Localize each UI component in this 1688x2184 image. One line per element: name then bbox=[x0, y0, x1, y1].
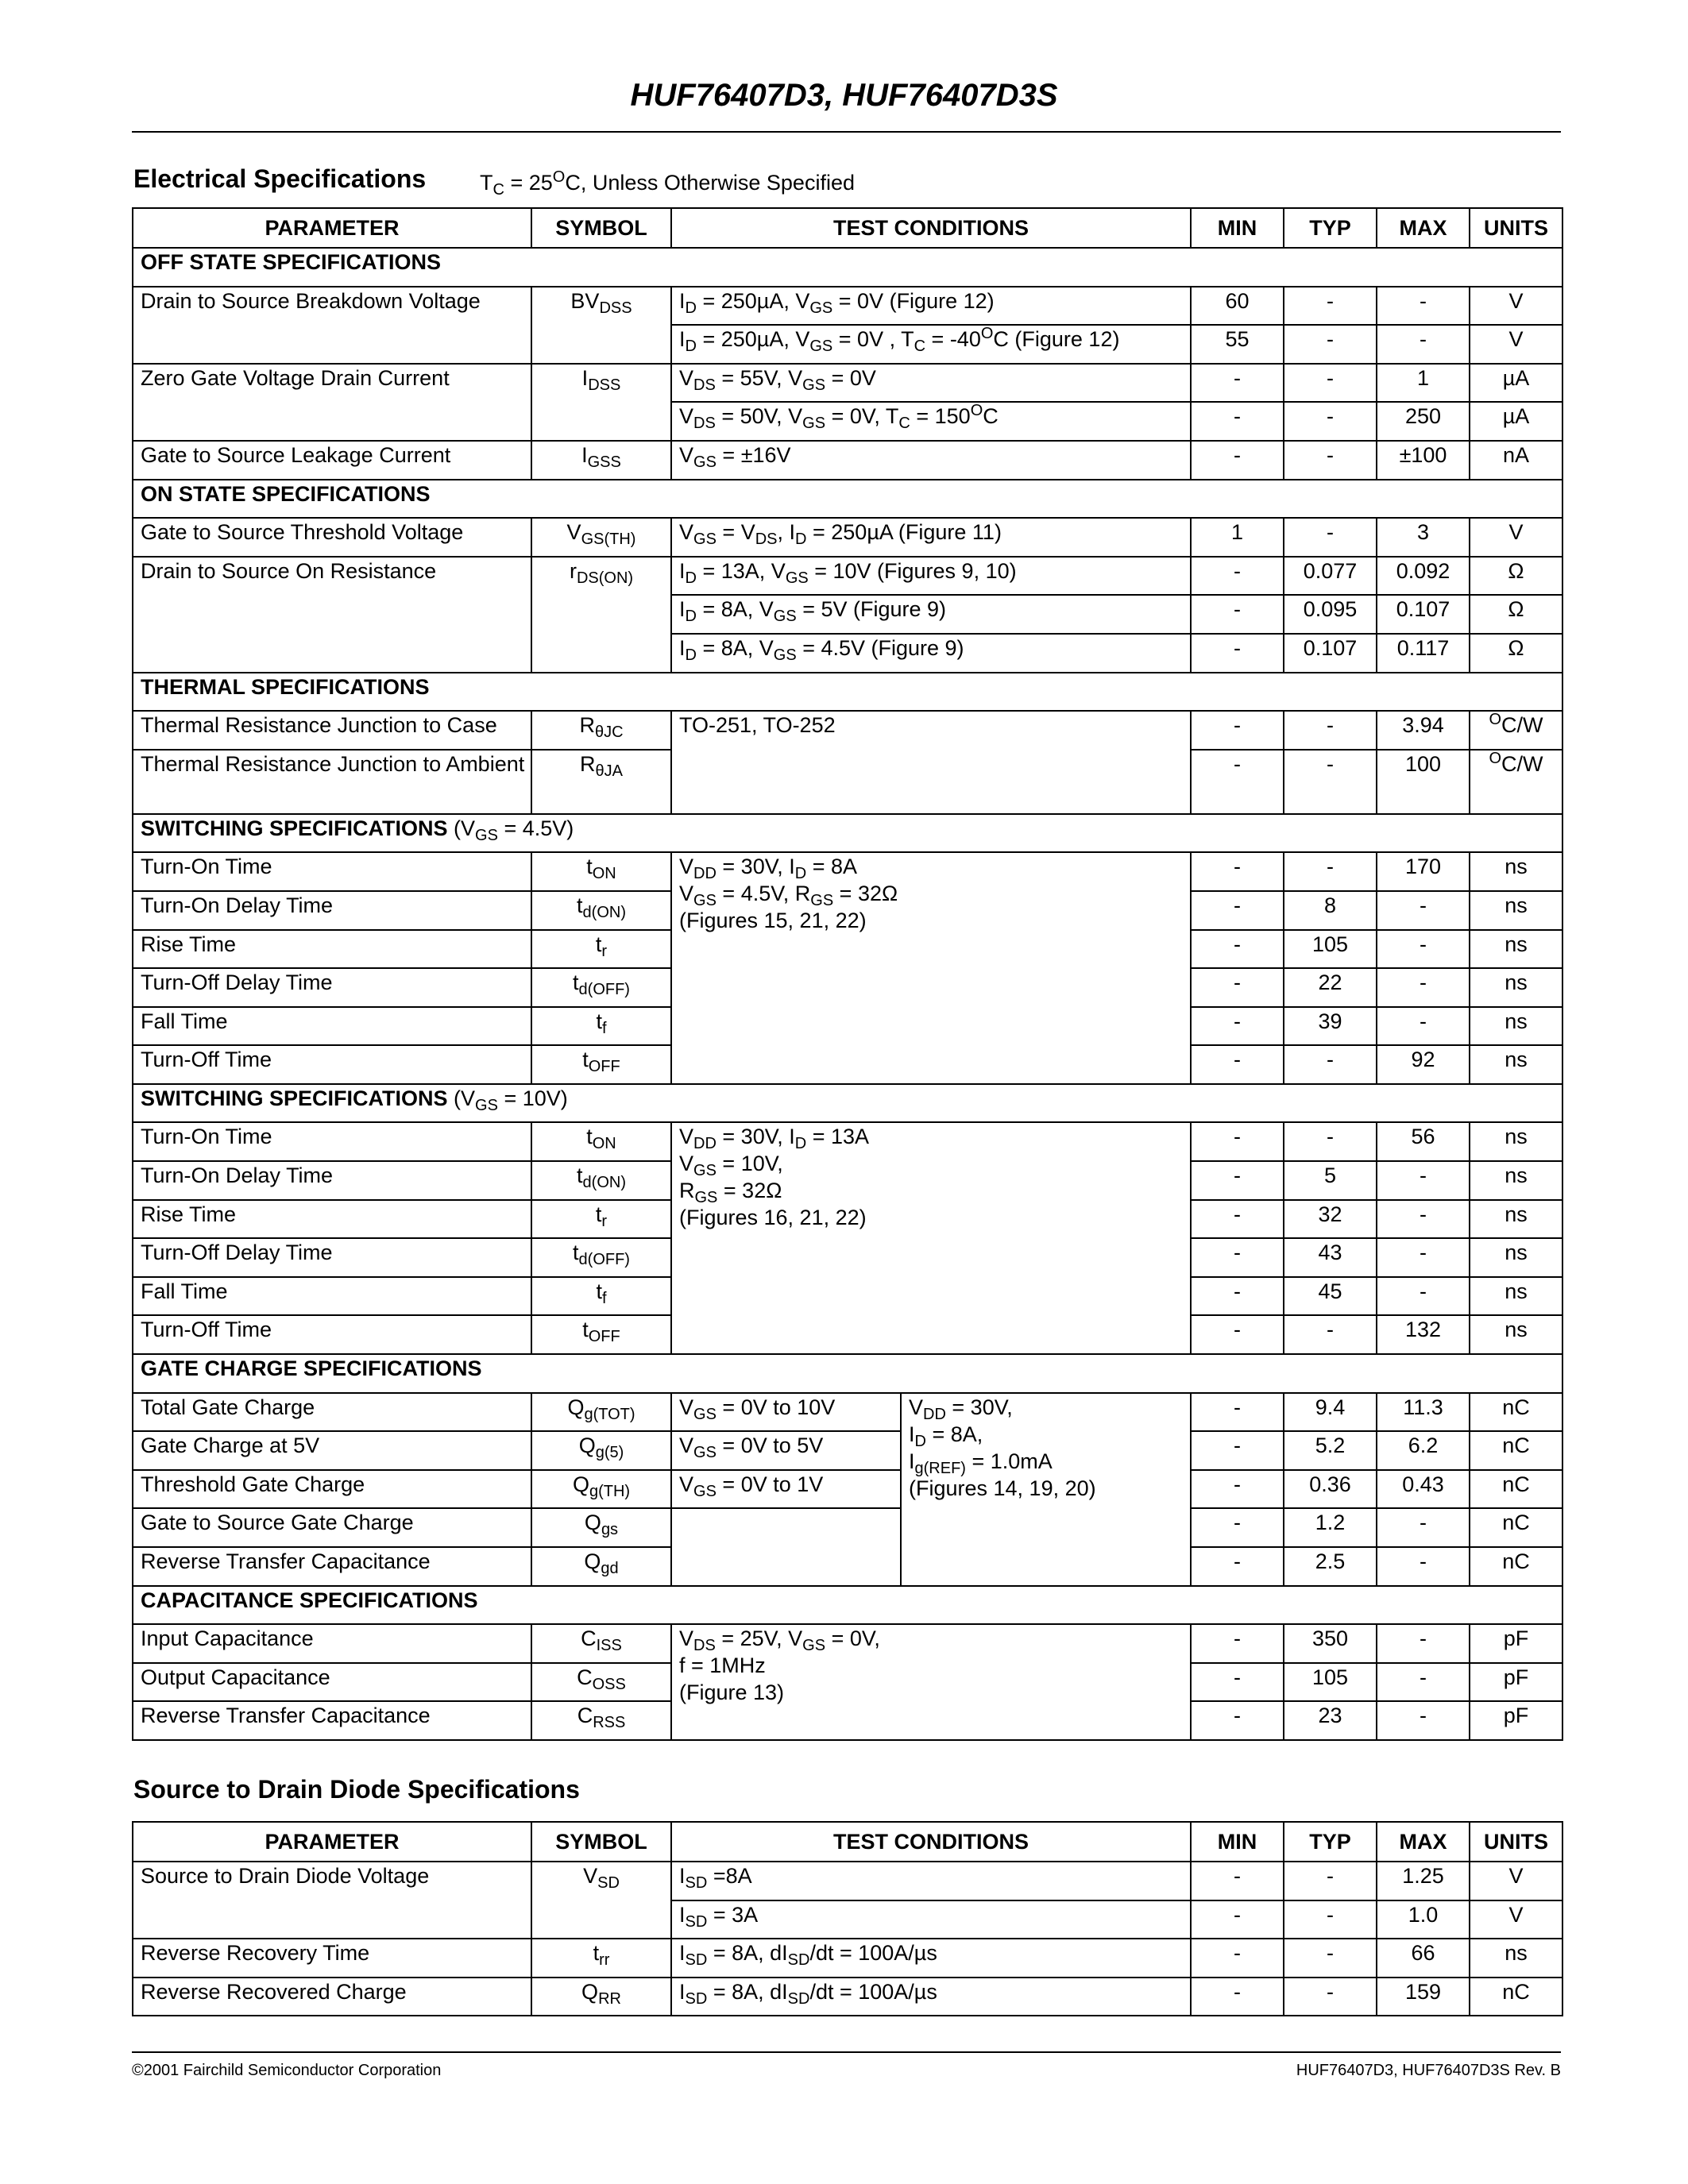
typ-cell: - bbox=[1284, 1939, 1377, 1978]
typ-cell: - bbox=[1284, 1978, 1377, 2016]
condition-cell: $V_{DD} = 30V$, $I_D = 13A$ $V_{GS} = 10V$, $R_{GS} = 32\Omega$ (Figures 16, 21, 22) bbox=[671, 1122, 1191, 1354]
condition-cell: $I_D = 250\mu A$, $V_{GS} = 0V$ (Figure 12) bbox=[671, 287, 1191, 326]
section-row bbox=[133, 248, 1562, 287]
min-cell: - bbox=[1191, 1939, 1284, 1978]
unit-cell: ns bbox=[1470, 930, 1562, 969]
symbol-cell: $t_{d(OFF)}$ bbox=[531, 968, 671, 1007]
typ-cell: 0.095 bbox=[1284, 595, 1377, 634]
unit-cell: ns bbox=[1470, 1939, 1562, 1978]
section-row bbox=[133, 480, 1562, 519]
min-cell: 1 bbox=[1191, 518, 1284, 557]
min-cell: - bbox=[1191, 1978, 1284, 2016]
min-cell: - bbox=[1191, 968, 1284, 1007]
unit-cell: ns bbox=[1470, 1161, 1562, 1200]
symbol-cell: $t_r$ bbox=[531, 1200, 671, 1239]
min-cell: - bbox=[1191, 1277, 1284, 1316]
param-cell: Turn-Off Delay Time bbox=[133, 968, 531, 1007]
typ-cell: - bbox=[1284, 1315, 1377, 1354]
max-cell: - bbox=[1377, 1007, 1470, 1046]
electrical-specs-condition: $T_C = 25^OC$, Unless Otherwise Specified bbox=[480, 168, 855, 199]
typ-cell: 1.2 bbox=[1284, 1508, 1377, 1547]
electrical-specs-table bbox=[132, 207, 1563, 1741]
table-row bbox=[133, 518, 1562, 557]
max-cell: - bbox=[1377, 1200, 1470, 1239]
header-min: MIN bbox=[1191, 1822, 1284, 1862]
section-row bbox=[133, 673, 1562, 712]
typ-cell: 45 bbox=[1284, 1277, 1377, 1316]
unit-cell: $^O$C/W bbox=[1470, 750, 1562, 814]
min-cell: - bbox=[1191, 1663, 1284, 1702]
diode-specs-table bbox=[132, 1821, 1563, 2016]
unit-cell: nC bbox=[1470, 1508, 1562, 1547]
min-cell: 60 bbox=[1191, 287, 1284, 326]
table-row bbox=[133, 852, 1562, 891]
condition-cell: $V_{DS} = 50V$, $V_{GS} = 0V$, $T_C = 150^OC$ bbox=[671, 402, 1191, 441]
unit-cell: nC bbox=[1470, 1393, 1562, 1432]
section-switching-4-5v: SWITCHING SPECIFICATIONS $(V_{GS} = 4.5V)$ bbox=[133, 814, 1562, 853]
typ-cell: - bbox=[1284, 287, 1377, 326]
condition-cell: $V_{DS} = 25V$, $V_{GS} = 0V$, f = 1MHz (Figure 13) bbox=[671, 1624, 1191, 1740]
min-cell: - bbox=[1191, 711, 1284, 750]
unit-cell: ns bbox=[1470, 1277, 1562, 1316]
param-cell: Turn-On Time bbox=[133, 852, 531, 891]
condition-cell: $V_{GS} = 0V$ to 5V bbox=[671, 1431, 901, 1470]
header-min: MIN bbox=[1191, 208, 1284, 248]
symbol-cell: $C_{ISS}$ bbox=[531, 1624, 671, 1663]
typ-cell: - bbox=[1284, 1900, 1377, 1939]
unit-cell: V bbox=[1470, 287, 1562, 326]
header-typ: TYP bbox=[1284, 1822, 1377, 1862]
symbol-cell: $Q_{gs}$ bbox=[531, 1508, 671, 1547]
max-cell: 11.3 bbox=[1377, 1393, 1470, 1432]
param-cell: Gate to Source Leakage Current bbox=[133, 441, 531, 480]
min-cell: - bbox=[1191, 1862, 1284, 1900]
max-cell: - bbox=[1377, 1624, 1470, 1663]
unit-cell: ns bbox=[1470, 1315, 1562, 1354]
param-cell: Turn-On Time bbox=[133, 1122, 531, 1161]
unit-cell: nC bbox=[1470, 1470, 1562, 1509]
max-cell: - bbox=[1377, 968, 1470, 1007]
section-row bbox=[133, 1084, 1562, 1123]
min-cell: - bbox=[1191, 402, 1284, 441]
unit-cell: µA bbox=[1470, 364, 1562, 403]
symbol-cell: $V_{SD}$ bbox=[531, 1862, 671, 1939]
typ-cell: 105 bbox=[1284, 930, 1377, 969]
param-cell: Reverse Transfer Capacitance bbox=[133, 1701, 531, 1740]
max-cell: - bbox=[1377, 287, 1470, 326]
max-cell: 0.107 bbox=[1377, 595, 1470, 634]
param-cell: Thermal Resistance Junction to Case bbox=[133, 711, 531, 750]
diode-specs-title: Source to Drain Diode Specifications bbox=[133, 1775, 580, 1804]
unit-cell: V bbox=[1470, 325, 1562, 364]
min-cell: - bbox=[1191, 1470, 1284, 1509]
table-row bbox=[133, 1122, 1562, 1161]
header-parameter: PARAMETER bbox=[133, 208, 531, 248]
max-cell: 159 bbox=[1377, 1978, 1470, 2016]
min-cell: - bbox=[1191, 1045, 1284, 1084]
symbol-cell: $t_{OFF}$ bbox=[531, 1315, 671, 1354]
typ-cell: - bbox=[1284, 364, 1377, 403]
unit-cell: nC bbox=[1470, 1978, 1562, 2016]
min-cell: - bbox=[1191, 1547, 1284, 1586]
table-row bbox=[133, 287, 1562, 326]
min-cell: - bbox=[1191, 750, 1284, 814]
unit-cell: ns bbox=[1470, 968, 1562, 1007]
unit-cell: nC bbox=[1470, 1431, 1562, 1470]
condition-cell: TO-251, TO-252 bbox=[671, 711, 1191, 814]
unit-cell: nA bbox=[1470, 441, 1562, 480]
param-cell: Total Gate Charge bbox=[133, 1393, 531, 1432]
unit-cell: V bbox=[1470, 1862, 1562, 1900]
table-row bbox=[133, 1978, 1562, 2016]
typ-cell: - bbox=[1284, 1862, 1377, 1900]
table-row bbox=[133, 711, 1562, 750]
condition-cell: $V_{DS} = 55V$, $V_{GS} = 0V$ bbox=[671, 364, 1191, 403]
max-cell: 170 bbox=[1377, 852, 1470, 891]
condition-cell: $I_{SD} = 3A$ bbox=[671, 1900, 1191, 1939]
footer-rule bbox=[132, 2051, 1561, 2053]
symbol-cell: $R_{\theta JA}$ bbox=[531, 750, 671, 814]
min-cell: - bbox=[1191, 1624, 1284, 1663]
header-test-conditions: TEST CONDITIONS bbox=[671, 208, 1191, 248]
section-row bbox=[133, 1586, 1562, 1625]
min-cell: - bbox=[1191, 891, 1284, 930]
condition-cell: $I_{SD} = 8A$, $dI_{SD}/dt = 100A/\mu s$ bbox=[671, 1939, 1191, 1978]
typ-cell: - bbox=[1284, 711, 1377, 750]
max-cell: - bbox=[1377, 325, 1470, 364]
section-on-state: ON STATE SPECIFICATIONS bbox=[133, 480, 1562, 519]
max-cell: - bbox=[1377, 1547, 1470, 1586]
symbol-cell: $Q_{RR}$ bbox=[531, 1978, 671, 2016]
symbol-cell: $t_{d(ON)}$ bbox=[531, 891, 671, 930]
table-row bbox=[133, 557, 1562, 596]
electrical-specs-title: Electrical Specifications bbox=[133, 164, 427, 193]
symbol-cell: $t_r$ bbox=[531, 930, 671, 969]
symbol-cell: $I_{DSS}$ bbox=[531, 364, 671, 441]
min-cell: - bbox=[1191, 364, 1284, 403]
section-row bbox=[133, 814, 1562, 853]
max-cell: 1.0 bbox=[1377, 1900, 1470, 1939]
param-cell: Reverse Recovered Charge bbox=[133, 1978, 531, 2016]
typ-cell: 5 bbox=[1284, 1161, 1377, 1200]
symbol-cell: $t_f$ bbox=[531, 1277, 671, 1316]
min-cell: - bbox=[1191, 1508, 1284, 1547]
param-cell: Gate to Source Threshold Voltage bbox=[133, 518, 531, 557]
typ-cell: 39 bbox=[1284, 1007, 1377, 1046]
min-cell: - bbox=[1191, 1315, 1284, 1354]
section-capacitance: CAPACITANCE SPECIFICATIONS bbox=[133, 1586, 1562, 1625]
typ-cell: 8 bbox=[1284, 891, 1377, 930]
param-cell: Turn-On Delay Time bbox=[133, 1161, 531, 1200]
symbol-cell: $Q_{g(5)}$ bbox=[531, 1431, 671, 1470]
unit-cell: ns bbox=[1470, 891, 1562, 930]
min-cell: - bbox=[1191, 1431, 1284, 1470]
typ-cell: - bbox=[1284, 402, 1377, 441]
max-cell: 250 bbox=[1377, 402, 1470, 441]
section-gate-charge: GATE CHARGE SPECIFICATIONS bbox=[133, 1354, 1562, 1393]
condition-cell: $I_D = 250\mu A$, $V_{GS} = 0V$ , $T_C = -40^OC$ (Figure 12) bbox=[671, 325, 1191, 364]
typ-cell: 0.077 bbox=[1284, 557, 1377, 596]
max-cell: - bbox=[1377, 1508, 1470, 1547]
condition-cell: $V_{DD} = 30V$, $I_D = 8A$ $V_{GS} = 4.5V$, $R_{GS} = 32\Omega$ (Figures 15, 21, 22) bbox=[671, 852, 1191, 1084]
max-cell: - bbox=[1377, 1701, 1470, 1740]
condition-cell-empty bbox=[671, 1508, 901, 1585]
typ-cell: 23 bbox=[1284, 1701, 1377, 1740]
unit-cell: ns bbox=[1470, 852, 1562, 891]
header-units: UNITS bbox=[1470, 208, 1562, 248]
symbol-cell: $R_{\theta JC}$ bbox=[531, 711, 671, 750]
table-row bbox=[133, 364, 1562, 403]
section-off-state: OFF STATE SPECIFICATIONS bbox=[133, 248, 1562, 287]
symbol-cell: $t_{rr}$ bbox=[531, 1939, 671, 1978]
condition-cell: $I_D = 13A$, $V_{GS} = 10V$ (Figures 9, 10) bbox=[671, 557, 1191, 596]
condition-cell: $I_{SD} = 8A$, $dI_{SD}/dt = 100A/\mu s$ bbox=[671, 1978, 1191, 2016]
max-cell: 1.25 bbox=[1377, 1862, 1470, 1900]
typ-cell: 32 bbox=[1284, 1200, 1377, 1239]
table-header-row bbox=[133, 208, 1562, 248]
min-cell: - bbox=[1191, 1200, 1284, 1239]
section-row bbox=[133, 1354, 1562, 1393]
page-title: HUF76407D3, HUF76407D3S bbox=[630, 78, 1058, 113]
typ-cell: 9.4 bbox=[1284, 1393, 1377, 1432]
table-row bbox=[133, 441, 1562, 480]
typ-cell: - bbox=[1284, 441, 1377, 480]
min-cell: - bbox=[1191, 595, 1284, 634]
table-row bbox=[133, 1862, 1562, 1900]
header-symbol: SYMBOL bbox=[531, 1822, 671, 1862]
symbol-cell: $I_{GSS}$ bbox=[531, 441, 671, 480]
min-cell: - bbox=[1191, 1238, 1284, 1277]
max-cell: - bbox=[1377, 1161, 1470, 1200]
table-row bbox=[133, 1624, 1562, 1663]
typ-cell: - bbox=[1284, 1045, 1377, 1084]
min-cell: - bbox=[1191, 441, 1284, 480]
max-cell: 132 bbox=[1377, 1315, 1470, 1354]
typ-cell: - bbox=[1284, 852, 1377, 891]
param-cell: Drain to Source Breakdown Voltage bbox=[133, 287, 531, 364]
table-row bbox=[133, 1470, 1562, 1509]
param-cell: Turn-Off Time bbox=[133, 1045, 531, 1084]
header-max: MAX bbox=[1377, 208, 1470, 248]
unit-cell: µA bbox=[1470, 402, 1562, 441]
typ-cell: - bbox=[1284, 325, 1377, 364]
typ-cell: 350 bbox=[1284, 1624, 1377, 1663]
typ-cell: 5.2 bbox=[1284, 1431, 1377, 1470]
param-cell: Rise Time bbox=[133, 930, 531, 969]
unit-cell: nC bbox=[1470, 1547, 1562, 1586]
condition-cell: $I_D = 8A$, $V_{GS} = 5V$ (Figure 9) bbox=[671, 595, 1191, 634]
typ-cell: 2.5 bbox=[1284, 1547, 1377, 1586]
condition-cell: $V_{DD} = 30V$, $I_D = 8A$, $I_{g(REF)} = 1.0mA$ (Figures 14, 19, 20) bbox=[901, 1393, 1191, 1586]
symbol-cell: $t_{d(ON)}$ bbox=[531, 1161, 671, 1200]
max-cell: 0.43 bbox=[1377, 1470, 1470, 1509]
symbol-cell: $t_{OFF}$ bbox=[531, 1045, 671, 1084]
min-cell: 55 bbox=[1191, 325, 1284, 364]
min-cell: - bbox=[1191, 852, 1284, 891]
param-cell: Gate to Source Gate Charge bbox=[133, 1508, 531, 1547]
typ-cell: - bbox=[1284, 750, 1377, 814]
param-cell: Turn-Off Time bbox=[133, 1315, 531, 1354]
max-cell: 92 bbox=[1377, 1045, 1470, 1084]
unit-cell: V bbox=[1470, 1900, 1562, 1939]
max-cell: - bbox=[1377, 891, 1470, 930]
symbol-cell: $Q_{g(TOT)}$ bbox=[531, 1393, 671, 1432]
param-cell: Output Capacitance bbox=[133, 1663, 531, 1702]
max-cell: 1 bbox=[1377, 364, 1470, 403]
condition-cell: $I_{SD} =8A$ bbox=[671, 1862, 1191, 1900]
footer-part-revision: HUF76407D3, HUF76407D3S Rev. B bbox=[1296, 2062, 1561, 2079]
min-cell: - bbox=[1191, 1701, 1284, 1740]
max-cell: 100 bbox=[1377, 750, 1470, 814]
unit-cell: pF bbox=[1470, 1624, 1562, 1663]
max-cell: 6.2 bbox=[1377, 1431, 1470, 1470]
table-row bbox=[133, 1939, 1562, 1978]
typ-cell: 105 bbox=[1284, 1663, 1377, 1702]
header-typ: TYP bbox=[1284, 208, 1377, 248]
header-rule bbox=[132, 131, 1561, 133]
symbol-cell: $t_{ON}$ bbox=[531, 852, 671, 891]
max-cell: - bbox=[1377, 1663, 1470, 1702]
min-cell: - bbox=[1191, 1122, 1284, 1161]
unit-cell: pF bbox=[1470, 1701, 1562, 1740]
symbol-cell: $BV_{DSS}$ bbox=[531, 287, 671, 364]
max-cell: ±100 bbox=[1377, 441, 1470, 480]
header-units: UNITS bbox=[1470, 1822, 1562, 1862]
param-cell: Turn-Off Delay Time bbox=[133, 1238, 531, 1277]
param-cell: Gate Charge at 5V bbox=[133, 1431, 531, 1470]
param-cell: Reverse Recovery Time bbox=[133, 1939, 531, 1978]
max-cell: 0.092 bbox=[1377, 557, 1470, 596]
typ-cell: 22 bbox=[1284, 968, 1377, 1007]
max-cell: 56 bbox=[1377, 1122, 1470, 1161]
symbol-cell: $t_f$ bbox=[531, 1007, 671, 1046]
header-parameter: PARAMETER bbox=[133, 1822, 531, 1862]
param-cell: Reverse Transfer Capacitance bbox=[133, 1547, 531, 1586]
param-cell: Turn-On Delay Time bbox=[133, 891, 531, 930]
typ-cell: 0.36 bbox=[1284, 1470, 1377, 1509]
max-cell: 0.117 bbox=[1377, 634, 1470, 673]
unit-cell: ns bbox=[1470, 1238, 1562, 1277]
condition-cell: $V_{GS} = V_{DS}$, $I_D = 250\mu A$ (Figure 11) bbox=[671, 518, 1191, 557]
typ-cell: - bbox=[1284, 1122, 1377, 1161]
max-cell: - bbox=[1377, 1238, 1470, 1277]
param-cell: Drain to Source On Resistance bbox=[133, 557, 531, 673]
unit-cell: ns bbox=[1470, 1007, 1562, 1046]
max-cell: - bbox=[1377, 1277, 1470, 1316]
unit-cell: ns bbox=[1470, 1200, 1562, 1239]
min-cell: - bbox=[1191, 1900, 1284, 1939]
unit-cell: ns bbox=[1470, 1122, 1562, 1161]
section-switching-10v: SWITCHING SPECIFICATIONS $(V_{GS} = 10V)$ bbox=[133, 1084, 1562, 1123]
param-cell: Zero Gate Voltage Drain Current bbox=[133, 364, 531, 441]
condition-cell: $V_{GS} = 0V$ to 10V bbox=[671, 1393, 901, 1432]
typ-cell: 0.107 bbox=[1284, 634, 1377, 673]
min-cell: - bbox=[1191, 634, 1284, 673]
param-cell: Input Capacitance bbox=[133, 1624, 531, 1663]
max-cell: 3 bbox=[1377, 518, 1470, 557]
unit-cell: $^O$C/W bbox=[1470, 711, 1562, 750]
table-row bbox=[133, 1393, 1562, 1432]
unit-cell: V bbox=[1470, 518, 1562, 557]
param-cell: Source to Drain Diode Voltage bbox=[133, 1862, 531, 1939]
header-max: MAX bbox=[1377, 1822, 1470, 1862]
unit-cell: pF bbox=[1470, 1663, 1562, 1702]
header-symbol: SYMBOL bbox=[531, 208, 671, 248]
param-cell: Threshold Gate Charge bbox=[133, 1470, 531, 1509]
max-cell: - bbox=[1377, 930, 1470, 969]
max-cell: 66 bbox=[1377, 1939, 1470, 1978]
table-row bbox=[133, 1508, 1562, 1547]
symbol-cell: $t_{ON}$ bbox=[531, 1122, 671, 1161]
param-cell: Fall Time bbox=[133, 1007, 531, 1046]
symbol-cell: $Q_{gd}$ bbox=[531, 1547, 671, 1586]
param-cell: Thermal Resistance Junction to Ambient bbox=[133, 750, 531, 814]
min-cell: - bbox=[1191, 557, 1284, 596]
unit-cell: Ω bbox=[1470, 634, 1562, 673]
unit-cell: Ω bbox=[1470, 557, 1562, 596]
param-cell: Rise Time bbox=[133, 1200, 531, 1239]
unit-cell: Ω bbox=[1470, 595, 1562, 634]
max-cell: 3.94 bbox=[1377, 711, 1470, 750]
condition-cell: $V_{GS} = \pm 16V$ bbox=[671, 441, 1191, 480]
symbol-cell: $V_{GS(TH)}$ bbox=[531, 518, 671, 557]
min-cell: - bbox=[1191, 1161, 1284, 1200]
min-cell: - bbox=[1191, 1007, 1284, 1046]
min-cell: - bbox=[1191, 930, 1284, 969]
symbol-cell: $Q_{g(TH)}$ bbox=[531, 1470, 671, 1509]
param-cell: Fall Time bbox=[133, 1277, 531, 1316]
symbol-cell: $C_{RSS}$ bbox=[531, 1701, 671, 1740]
symbol-cell: $r_{DS(ON)}$ bbox=[531, 557, 671, 673]
min-cell: - bbox=[1191, 1393, 1284, 1432]
section-thermal: THERMAL SPECIFICATIONS bbox=[133, 673, 1562, 712]
unit-cell: ns bbox=[1470, 1045, 1562, 1084]
typ-cell: 43 bbox=[1284, 1238, 1377, 1277]
table-header-row bbox=[133, 1822, 1562, 1862]
table-row bbox=[133, 1431, 1562, 1470]
typ-cell: - bbox=[1284, 518, 1377, 557]
header-test-conditions: TEST CONDITIONS bbox=[671, 1822, 1191, 1862]
condition-cell: $V_{GS} = 0V$ to 1V bbox=[671, 1470, 901, 1509]
symbol-cell: $C_{OSS}$ bbox=[531, 1663, 671, 1702]
footer-copyright: ©2001 Fairchild Semiconductor Corporation bbox=[132, 2062, 442, 2079]
condition-cell: $I_D = 8A$, $V_{GS} = 4.5V$ (Figure 9) bbox=[671, 634, 1191, 673]
symbol-cell: $t_{d(OFF)}$ bbox=[531, 1238, 671, 1277]
